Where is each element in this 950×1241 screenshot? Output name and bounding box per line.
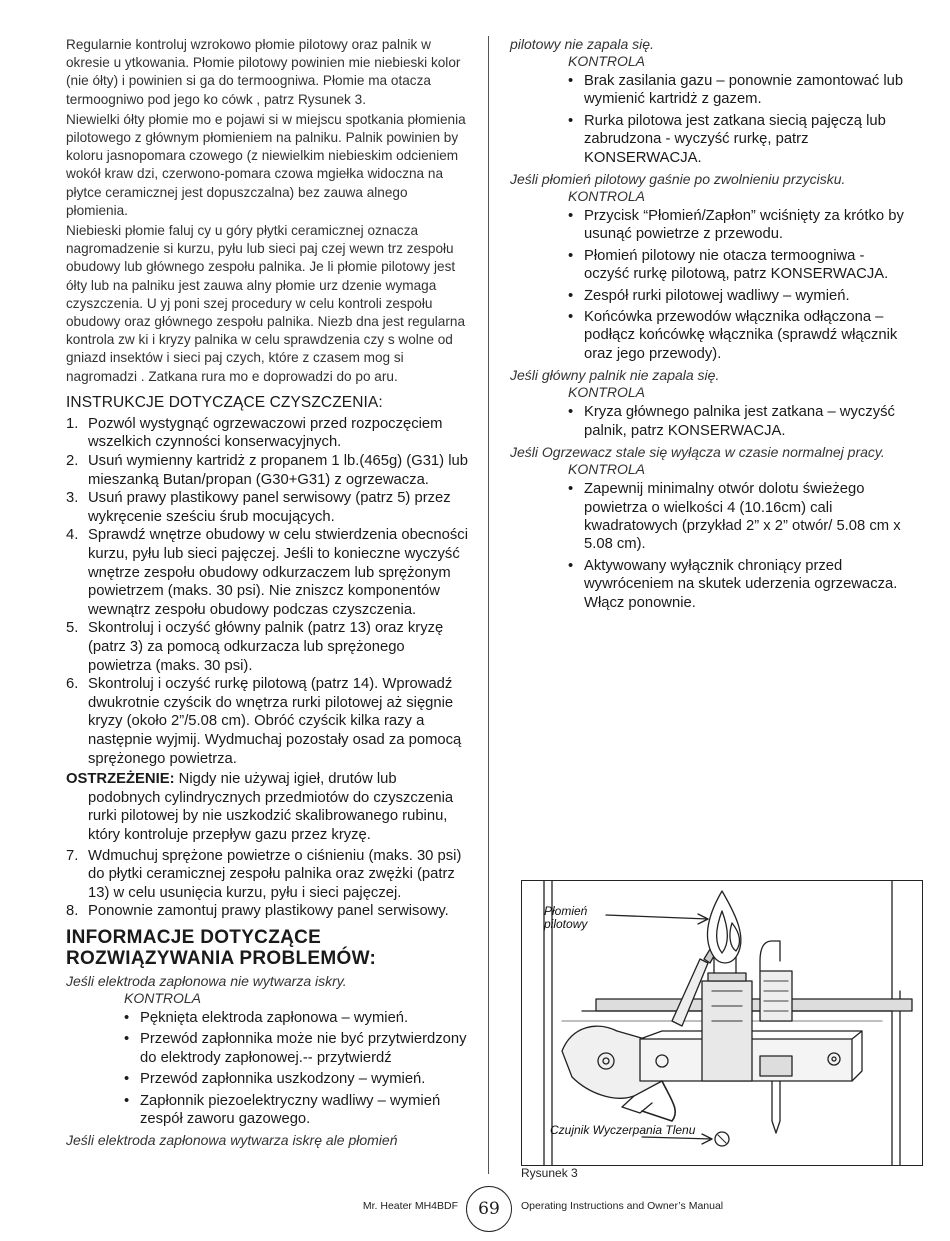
check-item <box>124 1092 468 1129</box>
check-list <box>66 1009 468 1128</box>
step-text: Wdmuchuj sprężone powietrze o ciśnieniu (maks. 30 psi) do płytki ceramicznej zespołu palnika oraz zwężki (patrz 13) w celu usunięcia kurzu, pyłu i sieci pajęczej. <box>88 847 462 901</box>
bullet-icon: • <box>568 287 574 304</box>
check-item <box>568 72 910 109</box>
check-item <box>568 247 910 284</box>
check-list <box>510 403 910 440</box>
condition-text: Jeśli główny palnik nie zapala się. <box>510 367 720 384</box>
check-item <box>568 308 910 363</box>
cleaning-steps <box>66 415 468 768</box>
check-item-text: Przycisk “Płomień/Zapłon” wciśnięty za krótko by usunąć powietrze z przewodu. <box>584 208 904 243</box>
figure-caption: Rysunek 3 <box>521 1166 578 1180</box>
pilot-flame-label-line: Płomień <box>544 904 588 918</box>
check-item <box>568 287 910 305</box>
cleaning-step <box>66 452 468 489</box>
cleaning-step <box>66 526 468 619</box>
bullet-icon: • <box>568 404 574 421</box>
right-column <box>510 36 910 616</box>
cleaning-step <box>66 847 468 903</box>
check-item-text: Aktywowany wyłącznik chroniący przed wywróceniem na skutek uderzenia ogrzewacza. Włącz ponownie. <box>584 557 898 611</box>
check-label: KONTROLA <box>568 461 646 478</box>
check-item <box>568 403 910 440</box>
column-divider <box>488 36 489 1174</box>
check-item-text: Zapłonnik piezoelektryczny wadliwy – wymień zespół zaworu gazowego. <box>140 1092 441 1127</box>
step-number: 7. <box>66 847 79 864</box>
left-column <box>66 36 468 1149</box>
troubleshooting-title-line: INFORMACJE DOTYCZĄCE <box>66 926 322 948</box>
bullet-icon: • <box>568 481 574 498</box>
condition-text: Jeśli elektroda zapłonowa wytwarza iskrę ale płomień <box>66 1132 398 1149</box>
check-item <box>124 1009 468 1027</box>
step-text: Usuń wymienny kartridż z propanem 1 lb.(465g) (G31) lub mieszanką Butan/propan (G30+G31) z ogrzewacza. <box>88 453 468 488</box>
step-number: 3. <box>66 490 79 507</box>
bullet-icon: • <box>568 309 574 326</box>
check-item-text: Rurka pilotowa jest zatkana siecią pajęczą lub zabrudzona - wyczyść rurkę, patrz KONSERWACJA. <box>584 112 886 166</box>
intro-paragraph: Niebieski płomie faluj cy u góry płytki ceramicznej oznacza nagromadzenie si kurzu, pyłu lub sieci paj czej wewn trz zespołu obudowy lub głównego zespołu palnika. Je li płomie pilotowy jest ółty lub na palniku jest zauwa alny płomie urz dzenie wymaga czyszczenia. U yj poni szej procedury w celu kontroli zespołu obudowy oraz głównego zespołu palnika. Niezb dna jest regularna kontrola zw ki i kryzy palnika w celu sprawdzenia czy s wolne od gniazd insektów i sieci paj czych, które z czasem mog si nagromadzi . Zatkana rura mo e doprowadzi do po aru. <box>66 223 466 384</box>
page-number: 69 <box>466 1186 512 1232</box>
intro-paragraph: Niewielki ółty płomie mo e pojawi si w miejscu spotkania płomienia pilotowego z głównym płomieniem na palniku. Palnik powinien by koloru jasnopomara czowego (z niewielkim niebieskim odcieniem wokół kraw dzi, czerwono-pomara czowa mgiełka widoczna na płytce ceramicznej jest dopuszczalna) bez zauwa alnego płomienia. <box>66 111 466 218</box>
check-item-text: Przewód zapłonnika uszkodzony – wymień. <box>140 1071 426 1088</box>
check-item-text: Kryza głównego palnika jest zatkana – wyczyść palnik, patrz KONSERWACJA. <box>584 404 895 439</box>
step-number: 6. <box>66 676 79 693</box>
cleaning-step <box>66 619 468 675</box>
check-label: KONTROLA <box>568 188 646 205</box>
bullet-icon: • <box>568 73 574 89</box>
intro-text <box>66 36 468 386</box>
check-item <box>568 480 910 554</box>
check-item-text: Przewód zapłonnika może nie być przytwierdzony do elektrody zapłonowej.-- przytwierdź <box>140 1031 467 1066</box>
cleaning-heading: INSTRUKCJE DOTYCZĄCE CZYSZCZENIA: <box>66 393 383 411</box>
bullet-icon: • <box>568 112 574 129</box>
check-item-text: Zapewnij minimalny otwór dolotu świeżego powietrza o wielkości 4 (10.16cm) cali kwadratowych (przykład 2” x 2” otwór/ 5.08 cm x 5.08 cm). <box>584 481 901 553</box>
check-list <box>510 207 910 363</box>
check-item <box>124 1070 468 1088</box>
footer-model: Mr. Heater MH4BDF <box>362 1200 458 1212</box>
bullet-icon: • <box>568 557 574 574</box>
oxygen-sensor-label: Czujnik Wyczerpania Tlenu <box>550 1123 696 1137</box>
check-item-text: Pęknięta elektroda zapłonowa – wymień. <box>140 1009 409 1026</box>
step-number: 5. <box>66 620 79 637</box>
bullet-icon: • <box>568 208 574 225</box>
step-number: 8. <box>66 903 79 920</box>
step-text: Sprawdź wnętrze obudowy w celu stwierdzenia obecności kurzu, pyłu lub sieci pajęczej. Jeśli to konieczne wyczyść wnętrze zespołu obudowy odkurzaczem lub sprężonym powietrzem (maks. 30 psi). Nie zniszcz komponentów wewnątrz zespołu obudowy podczas czyszczenia. <box>88 527 468 618</box>
check-list <box>510 72 910 167</box>
condition-text: Jeśli Ogrzewacz stale się wyłącza w czasie normalnej pracy. <box>510 444 885 461</box>
cleaning-step <box>66 489 468 526</box>
step-text: Skontroluj i oczyść główny palnik (patrz 13) oraz kryzę (patrz 3) za pomocą odkurzacza lub sprężonego powietrza (maks. 30 psi). <box>88 620 444 674</box>
check-item-text: Zespół rurki pilotowej wadliwy – wymień. <box>584 287 850 304</box>
step-number: 4. <box>66 527 79 544</box>
check-item-text: Brak zasilania gazu – ponownie zamontować lub wymienić kartridż z gazem. <box>584 73 904 108</box>
cleaning-step <box>66 902 468 921</box>
intro-paragraph: Regularnie kontroluj wzrokowo płomie pilotowy oraz palnik w okresie u ytkowania. Płomie pilotowy powinien mie niebieski kolor (nie ółty) i powinien si ga do termoogniwa. Płomie ma otacza termoogniwo pod jego ko cówk , patrz Rysunek 3. <box>66 37 461 107</box>
cleaning-step <box>66 675 468 768</box>
check-item-text: Końcówka przewodów włącznika odłączona – podłącz końcówkę włącznika (sprawdź włącznik oraz jego przewody). <box>584 309 898 362</box>
troubleshooting-title <box>66 927 468 969</box>
step-number: 1. <box>66 415 79 432</box>
check-item-text: Płomień pilotowy nie otacza termoogniwa - oczyść rurkę pilotową, patrz KONSERWACJA. <box>584 247 889 283</box>
check-item <box>124 1030 468 1067</box>
step-text: Pozwól wystygnąć ogrzewaczowi przed rozpoczęciem wszelkich czynności konserwacyjnych. <box>88 415 443 451</box>
bullet-icon: • <box>124 1092 130 1109</box>
bullet-icon: • <box>124 1071 130 1088</box>
cleaning-steps-continued <box>66 847 468 921</box>
cleaning-step <box>66 415 468 452</box>
troubleshooting-title-line: ROZWIĄZYWANIA PROBLEMÓW: <box>66 947 377 969</box>
condition-text: Jeśli płomień pilotowy gaśnie po zwolnieniu przycisku. <box>510 171 846 188</box>
page-footer <box>0 1186 950 1232</box>
condition-text: pilotowy nie zapala się. <box>510 36 654 52</box>
step-text: Ponownie zamontuj prawy plastikowy panel serwisowy. <box>88 903 449 920</box>
check-list <box>510 480 910 612</box>
check-item <box>568 112 910 167</box>
check-label: KONTROLA <box>568 384 646 401</box>
step-text: Usuń prawy plastikowy panel serwisowy (patrz 5) przez wykręcenie sześciu śrub mocujących. <box>88 490 451 525</box>
check-item <box>568 557 910 612</box>
pilot-flame-label-line: pilotowy <box>544 917 588 931</box>
step-text: Skontroluj i oczyść rurkę pilotową (patrz 14). Wprowadź dwukrotnie czyścik do wnętrza rurki pilotowej aż sięgnie kryzy (około 2”/5.08 cm). Obróć czyścik kilka razy a następnie wyjmij. Wydmuchaj pozostały osad za pomocą sprężonego powietrza. <box>88 676 462 767</box>
pilot-assembly-figure <box>521 880 923 1166</box>
warning-label: OSTRZEŻENIE: <box>66 771 175 788</box>
step-number: 2. <box>66 453 79 470</box>
bullet-icon: • <box>568 247 574 264</box>
check-item <box>568 207 910 244</box>
check-label: KONTROLA <box>124 989 202 1006</box>
warning-text: Nigdy nie używaj igieł, drutów lub podobnych cylindrycznych przedmiotów do czyszczenia rurki pilotowej by nie uszkodzić skalibrowanego rubinu, który kontroluje przepływ gazu przez kryzę. <box>88 771 454 843</box>
check-label: KONTROLA <box>568 53 646 69</box>
bullet-icon: • <box>124 1009 130 1026</box>
warning-note <box>66 770 468 844</box>
footer-manual-title: Operating Instructions and Owner’s Manual <box>521 1200 724 1212</box>
pilot-flame-label <box>544 905 587 931</box>
bullet-icon: • <box>124 1031 130 1048</box>
condition-text: Jeśli elektroda zapłonowa nie wytwarza iskry. <box>66 972 347 989</box>
